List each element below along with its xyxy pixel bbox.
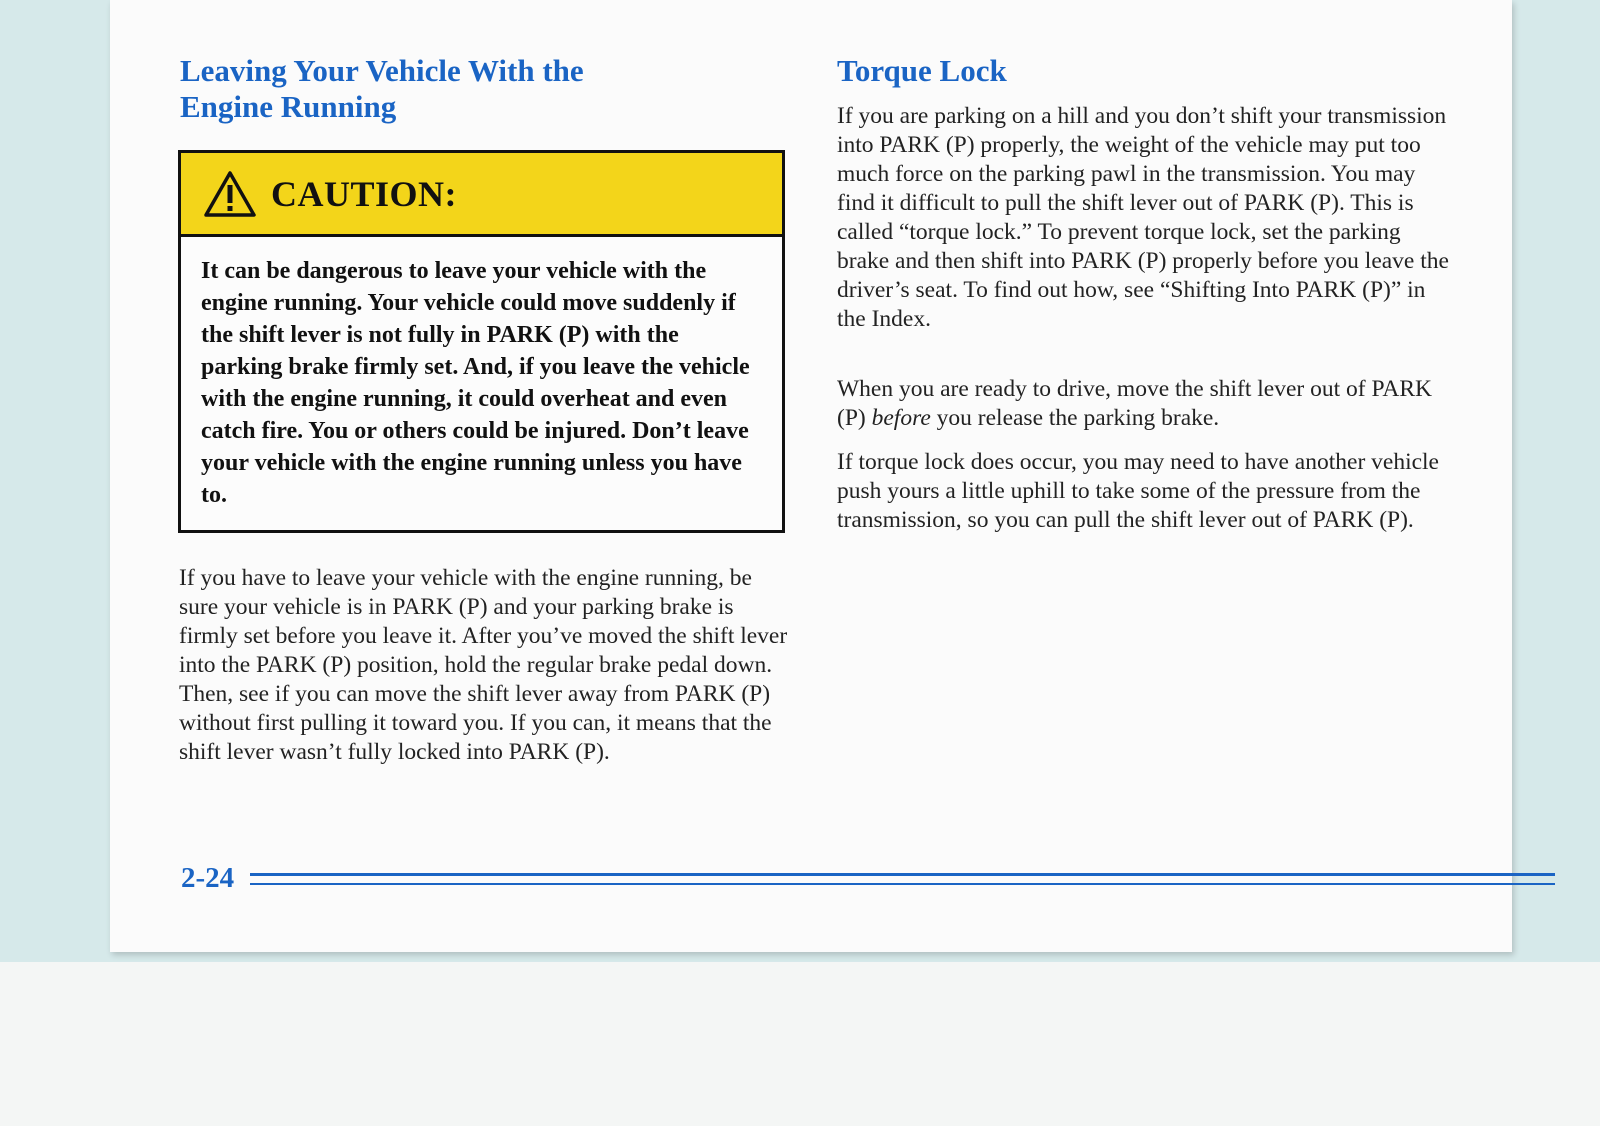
caution-title: CAUTION: (271, 173, 458, 214)
footer-rule (250, 873, 1555, 889)
torque-lock-paragraph-3: If torque lock does occur, you may need to have another vehicle push yours a little uphill to take some of the pressure from the transmission, so you can pull the shift lever out of PARK (P). (837, 449, 1439, 533)
paragraph-2-text-end: you release the parking brake. (930, 405, 1220, 431)
caution-text: It can be dangerous to leave your vehicle with the engine running. Your vehicle could move suddenly if the shift lever is not fully in PARK (P) with the parking brake firmly set. And, if you leave the vehicle with the engine running, it could overheat and even catch fire. You or others could be injured. Don’t leave your vehicle with the engine running unless you have to. (201, 258, 750, 508)
page-number: 2-24 (181, 862, 235, 894)
section-heading-torque-lock: Torque Lock (837, 53, 1007, 88)
warning-triangle-icon (203, 170, 257, 218)
torque-lock-paragraph-1: If you are parking on a hill and you don’t shift your transmission into PARK (P) properly, the weight of the vehicle may put too much force on the parking pawl in the transmission. You may find it difficult to pull the shift lever out of PARK (P). This is called “torque lock.” To prevent torque lock, set the parking brake and then shift into PARK (P) properly before you leave the driver’s seat. To find out how, see “Shifting Into PARK (P)” in the Index. (837, 103, 1449, 332)
caution-header (181, 153, 782, 237)
section-heading-leaving-vehicle: Leaving Your Vehicle With the Engine Running (180, 53, 584, 124)
manual-page (110, 0, 1512, 952)
left-paragraph: If you have to leave your vehicle with the engine running, be sure your vehicle is in PARK (P) and your parking brake is firmly set before you leave it. After you’ve moved the shift lever into the PARK (P) position, hold the regular brake pedal down. Then, see if you can move the shift lever away from PARK (P) without first pulling it toward you. If you can, it means that the shift lever wasn’t fully locked into PARK (P). (179, 565, 788, 765)
paragraph-2-text-start: When you are ready to drive, move the shift lever out of PARK (P) (837, 376, 1432, 431)
caution-box (178, 150, 785, 533)
torque-lock-paragraph-2 (837, 375, 1457, 433)
paragraph-2-emphasis: before (871, 405, 931, 431)
